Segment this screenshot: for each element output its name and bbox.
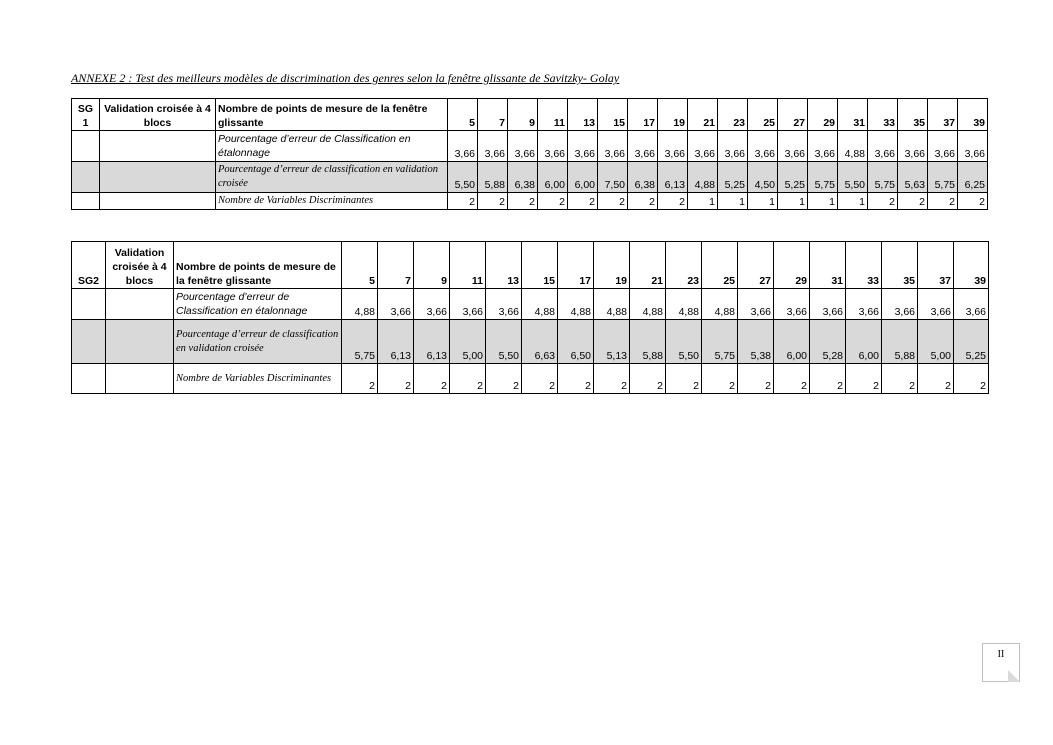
table-cell: 2 [414, 364, 450, 394]
table-cell: 2 [598, 193, 628, 210]
table-cell: 3,66 [778, 131, 808, 162]
table-cell: 2 [810, 364, 846, 394]
points-header: Nombre de points de mesure de la fenêtre glissante [216, 99, 448, 131]
table-cell: 3,66 [846, 289, 882, 320]
table-cell: 1 [808, 193, 838, 210]
table-cell: 2 [538, 193, 568, 210]
table-cell: 2 [450, 364, 486, 394]
window-header: 5 [342, 242, 378, 289]
row-label: Pourcentage d’erreur de Classification en étalonnage [216, 131, 448, 162]
page-title: ANNEXE 2 : Test des meilleurs modèles de discrimination des genres selon la fenêtre glissante de Savitzky- Golay [71, 71, 620, 85]
table-cell: 3,66 [868, 131, 898, 162]
validation-header: Validation croisée à 4 blocs [100, 99, 216, 131]
table-cell: 3,66 [748, 131, 778, 162]
table-cell: 6,00 [568, 162, 598, 193]
table-cell: 3,66 [450, 289, 486, 320]
table-cell: 6,38 [628, 162, 658, 193]
table-cell: 5,75 [342, 320, 378, 364]
table-cell: 2 [508, 193, 538, 210]
table-cell: 1 [688, 193, 718, 210]
table-cell: 5,25 [954, 320, 989, 364]
window-header: 9 [508, 99, 538, 131]
table-cell: 2 [928, 193, 958, 210]
sg-label: SG 1 [72, 99, 100, 131]
table-cell: 2 [486, 364, 522, 394]
table-cell: 5,88 [882, 320, 918, 364]
window-header: 27 [738, 242, 774, 289]
table-cell: 6,63 [522, 320, 558, 364]
table-cell: 3,66 [928, 131, 958, 162]
window-header: 39 [954, 242, 989, 289]
row-label: Nombre de Variables Discriminantes [216, 193, 448, 210]
table-cell: 1 [778, 193, 808, 210]
table-cell: 5,28 [810, 320, 846, 364]
table-cell: 5,63 [898, 162, 928, 193]
table-cell: 3,66 [538, 131, 568, 162]
table-cell: 7,50 [598, 162, 628, 193]
table-cell: 5,75 [808, 162, 838, 193]
table-row [72, 289, 989, 320]
table-cell: 5,50 [448, 162, 478, 193]
table-row [72, 162, 988, 193]
table-cell: 2 [568, 193, 598, 210]
table-cell: 3,66 [688, 131, 718, 162]
table-cell: 4,50 [748, 162, 778, 193]
table-cell: 1 [718, 193, 748, 210]
window-header: 19 [658, 99, 688, 131]
table-cell: 6,00 [538, 162, 568, 193]
window-header: 19 [594, 242, 630, 289]
table-cell: 3,66 [508, 131, 538, 162]
table-cell: 5,75 [928, 162, 958, 193]
window-header: 17 [558, 242, 594, 289]
table-cell: 2 [702, 364, 738, 394]
table-cell: 2 [882, 364, 918, 394]
row-label: Nombre de Variables Discriminantes [174, 364, 342, 394]
table-cell: 3,66 [774, 289, 810, 320]
row-label: Pourcentage d’erreur de classification en validation croisée [216, 162, 448, 193]
table-cell: 3,66 [598, 131, 628, 162]
table-cell: 2 [378, 364, 414, 394]
table-cell: 2 [658, 193, 688, 210]
table-cell: 3,66 [414, 289, 450, 320]
window-header: 11 [538, 99, 568, 131]
table-cell: 5,25 [778, 162, 808, 193]
table-cell: 2 [448, 193, 478, 210]
table-cell: 5,50 [838, 162, 868, 193]
table-cell: 2 [898, 193, 928, 210]
table-cell: 5,50 [486, 320, 522, 364]
table-cell: 2 [918, 364, 954, 394]
table-cell: 5,38 [738, 320, 774, 364]
table-cell: 3,66 [808, 131, 838, 162]
table-cell: 3,66 [486, 289, 522, 320]
table-cell: 3,66 [738, 289, 774, 320]
row-label: Pourcentage d’erreur de Classification en étalonnage [174, 289, 342, 320]
table-cell: 3,66 [958, 131, 988, 162]
window-header: 27 [778, 99, 808, 131]
window-header: 7 [478, 99, 508, 131]
validation-header: Validation croisée à 4 blocs [106, 242, 174, 289]
table-cell: 1 [838, 193, 868, 210]
table-cell: 3,66 [378, 289, 414, 320]
table-cell: 2 [594, 364, 630, 394]
table-cell: 6,00 [774, 320, 810, 364]
window-header: 21 [688, 99, 718, 131]
table-cell: 2 [958, 193, 988, 210]
table-cell: 4,88 [594, 289, 630, 320]
page-number: II [997, 649, 1005, 660]
table-cell: 5,25 [718, 162, 748, 193]
table-cell: 5,00 [918, 320, 954, 364]
table-cell: 6,00 [846, 320, 882, 364]
window-header: 39 [958, 99, 988, 131]
page-fold-icon [1008, 670, 1020, 682]
window-header: 37 [918, 242, 954, 289]
table-cell: 2 [478, 193, 508, 210]
table-cell: 4,88 [630, 289, 666, 320]
table-cell: 2 [868, 193, 898, 210]
table-cell: 3,66 [448, 131, 478, 162]
window-header: 15 [598, 99, 628, 131]
table-cell: 2 [774, 364, 810, 394]
window-header: 33 [868, 99, 898, 131]
table-cell: 3,66 [628, 131, 658, 162]
table-cell: 1 [748, 193, 778, 210]
table-row [72, 193, 988, 210]
table-row [72, 364, 989, 394]
window-header: 31 [810, 242, 846, 289]
window-header: 23 [718, 99, 748, 131]
window-header: 25 [748, 99, 778, 131]
table-cell: 5,13 [594, 320, 630, 364]
table-cell: 4,88 [666, 289, 702, 320]
table-cell: 3,66 [478, 131, 508, 162]
table-cell: 5,88 [478, 162, 508, 193]
table-cell: 2 [558, 364, 594, 394]
points-header: Nombre de points de mesure de la fenêtre glissante [174, 242, 342, 289]
table-cell: 3,66 [918, 289, 954, 320]
table-cell: 3,66 [954, 289, 989, 320]
page-number-badge [982, 643, 1020, 682]
table-cell: 4,88 [522, 289, 558, 320]
table-cell: 5,75 [702, 320, 738, 364]
table-cell: 6,25 [958, 162, 988, 193]
window-header: 17 [628, 99, 658, 131]
window-header: 33 [846, 242, 882, 289]
window-header: 35 [882, 242, 918, 289]
window-header: 25 [702, 242, 738, 289]
table-cell: 2 [630, 364, 666, 394]
window-header: 15 [522, 242, 558, 289]
table-cell: 3,66 [898, 131, 928, 162]
window-header: 5 [448, 99, 478, 131]
window-header: 37 [928, 99, 958, 131]
window-header: 21 [630, 242, 666, 289]
table-sg1 [71, 98, 988, 210]
window-header: 13 [568, 99, 598, 131]
table-cell: 2 [628, 193, 658, 210]
table-cell: 5,75 [868, 162, 898, 193]
table-cell: 2 [666, 364, 702, 394]
table-cell: 6,50 [558, 320, 594, 364]
table-cell: 5,50 [666, 320, 702, 364]
table-cell: 5,88 [630, 320, 666, 364]
table-cell: 2 [522, 364, 558, 394]
table-cell: 4,88 [688, 162, 718, 193]
window-header: 31 [838, 99, 868, 131]
window-header: 7 [378, 242, 414, 289]
window-header: 29 [808, 99, 838, 131]
table-cell: 6,38 [508, 162, 538, 193]
row-label: Pourcentage d’erreur de classification en validation croisée [174, 320, 342, 364]
table-cell: 4,88 [838, 131, 868, 162]
table-cell: 4,88 [558, 289, 594, 320]
table-cell: 2 [846, 364, 882, 394]
window-header: 11 [450, 242, 486, 289]
window-header: 29 [774, 242, 810, 289]
window-header: 13 [486, 242, 522, 289]
table-cell: 4,88 [702, 289, 738, 320]
table-cell: 6,13 [414, 320, 450, 364]
table-cell: 2 [342, 364, 378, 394]
table-row [72, 131, 988, 162]
table-cell: 6,13 [378, 320, 414, 364]
table-cell: 4,88 [342, 289, 378, 320]
table-cell: 3,66 [810, 289, 846, 320]
table-sg2 [71, 241, 989, 394]
table-cell: 2 [954, 364, 989, 394]
table-cell: 3,66 [718, 131, 748, 162]
window-header: 23 [666, 242, 702, 289]
table-row [72, 320, 989, 364]
table-cell: 5,00 [450, 320, 486, 364]
window-header: 35 [898, 99, 928, 131]
table-cell: 3,66 [882, 289, 918, 320]
table-cell: 6,13 [658, 162, 688, 193]
window-header: 9 [414, 242, 450, 289]
table-cell: 3,66 [658, 131, 688, 162]
table-cell: 3,66 [568, 131, 598, 162]
table-cell: 2 [738, 364, 774, 394]
sg-label: SG2 [72, 242, 106, 289]
